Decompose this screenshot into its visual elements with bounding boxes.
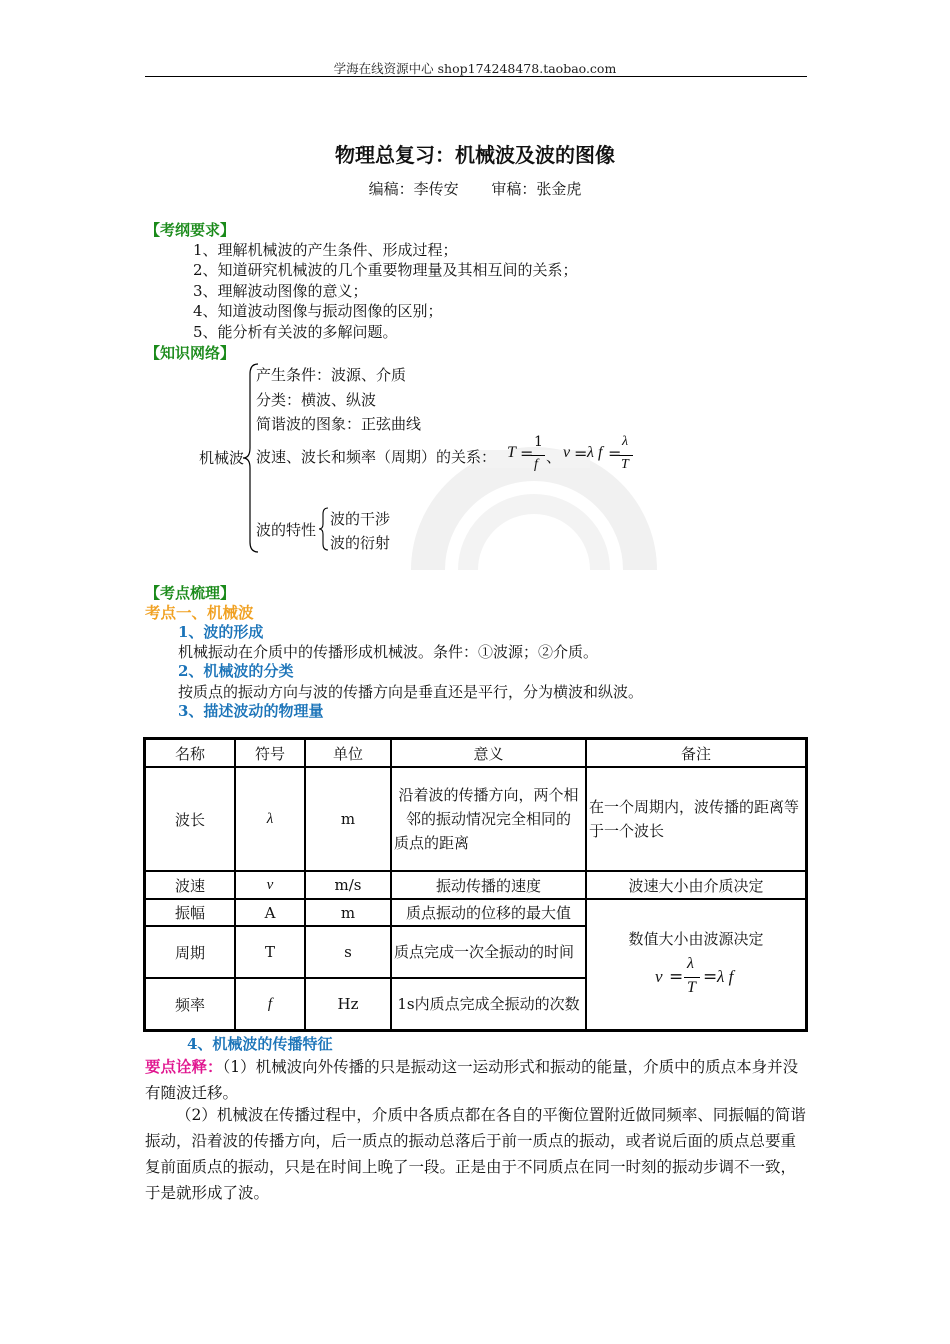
cell-name: 波速 [145,871,235,899]
editor: 编稿：李传安 [368,180,459,198]
table-header: 名称 [145,739,235,767]
merged-note: 数值大小由波源决定 [628,930,764,948]
formula-sep: 、 [546,448,562,466]
network-leaf: 波的干涉 [330,510,391,528]
cell-symbol: T [235,926,305,978]
cell-note: 波速大小由介质决定 [586,871,806,899]
watermark-logo [408,380,660,570]
network-heading: 【知识网络】 [145,344,236,362]
formula-f: f [534,457,538,472]
formula-eq: = [574,444,588,463]
outline-item: 1、理解机械波的产生条件、形成过程； [193,241,458,259]
reviewer: 审稿：张金虎 [491,180,582,198]
formula-T: T [621,457,629,472]
mf-eq: = [669,967,684,987]
cell-unit: Hz [305,978,391,1030]
mf-bar [684,977,700,978]
paragraph: 机械振动在介质中的传播形成机械波。条件：①波源；②介质。 [178,643,599,661]
outline-item: 5、能分析有关波的多解问题。 [193,323,398,341]
explain-p1 [145,1054,807,1106]
page-header: 学海在线资源中心 shop174248478.taobao.com [333,61,617,76]
cell-unit: m/s [305,871,391,899]
network-branch: 波的特性 [256,521,317,539]
formula-T: T [507,444,516,461]
cell-unit: m [305,899,391,926]
mf-eq2: = [703,967,718,987]
points-heading: 【考点梳理】 [145,584,236,602]
formula-lambda: λ [622,434,629,449]
cell-symbol: λ [235,767,305,871]
paragraph: 按质点的振动方向与波的传播方向是垂直还是平行，分为横波和纵波。 [178,683,644,701]
cell-note: 在一个周期内，波传播的距离等于一个波长 [586,767,806,871]
subsection-title: 1、波的形成 [178,623,264,641]
cell-note-merged [586,899,806,1030]
mf-lambda: λ [687,955,694,972]
network-leaf: 波的衍射 [330,534,391,552]
formula-eq: = [608,444,622,463]
network-branch: 简谐波的图象：正弦曲线 [256,415,422,433]
quantities-table [143,737,808,1032]
outline-item: 4、知道波动图像与振动图像的区别； [193,302,443,320]
cell-symbol: f [235,978,305,1030]
outline-item: 2、知道研究机械波的几个重要物理量及其相互间的关系； [193,261,578,279]
formula-f: f [598,444,603,461]
mf-rhs: λ f [717,967,734,986]
cell-meaning: 质点振动的位移的最大值 [391,899,586,926]
subsection-title: 3、描述波动的物理量 [178,702,324,720]
explain-label: 要点诠释： [145,1057,223,1076]
cell-meaning: 振动传播的速度 [391,871,586,899]
formula-one: 1 [534,434,543,450]
formula-eq: = [520,444,534,463]
network-branch: 产生条件：波源、介质 [256,366,407,384]
explain-text: （1）机械波向外传播的只是振动这一运动形式和振动的能量，介质中的质点本身并没有随波迁移。 [145,1058,799,1102]
cell-meaning: 1s内质点完成全振动的次数 [391,978,586,1030]
cell-meaning [391,767,586,871]
table-header-row [145,739,806,767]
table-header: 单位 [305,739,391,767]
table-row [145,767,806,871]
network-branch: 波速、波长和频率（周期）的关系： [256,448,497,466]
table-header: 意义 [391,739,586,767]
cell-meaning-b: 质点的距离 [394,834,470,852]
fraction-bar [531,455,545,456]
mf-v: v [655,967,663,986]
cell-name: 振幅 [145,899,235,926]
network-root: 机械波 [199,449,245,467]
table-row [145,871,806,899]
sub-brace [318,506,330,552]
table-header: 备注 [586,739,806,767]
cell-name: 频率 [145,978,235,1030]
formula-lambda: λ [587,444,594,461]
fraction-bar [619,455,633,456]
outline-item: 3、理解波动图像的意义； [193,282,368,300]
subsection-title: 4、机械波的传播特征 [187,1035,333,1053]
cell-name: 周期 [145,926,235,978]
cell-symbol: A [235,899,305,926]
cell-unit: m [305,767,391,871]
network-branch: 分类：横波、纵波 [256,391,377,409]
kp-title: 考点一、机械波 [145,603,254,622]
table-row [145,899,806,926]
cell-unit: s [305,926,391,978]
cell-meaning: 质点完成一次全振动的时间 [391,926,586,978]
explain-p2: （2）机械波在传播过程中，介质中各质点都在各自的平衡位置附近做同频率、同振幅的简谐振动，沿着波的传播方向，后一质点的振动总落后于前一质点的振动，或者说后面的质点总要重复前面质点的振动，只是在时间上晚了一段。正是由于不同质点在同一时刻的振动步调不一致，于是就形成了波。 [145,1106,806,1202]
outline-heading: 【考纲要求】 [145,221,236,239]
table-header: 符号 [235,739,305,767]
subsection-title: 2、机械波的分类 [178,662,294,680]
cell-symbol: v [235,871,305,899]
formula-v: v [563,444,571,461]
document-title: 物理总复习：机械波及波的图像 [335,143,615,167]
merged-formula [589,953,803,1001]
cell-meaning-a: 沿着波的传播方向，两个相邻的振动情况完全相同的 [398,786,579,828]
cell-name: 波长 [145,767,235,871]
mf-T: T [687,979,696,996]
author-line [0,178,950,199]
header-rule [145,76,807,77]
